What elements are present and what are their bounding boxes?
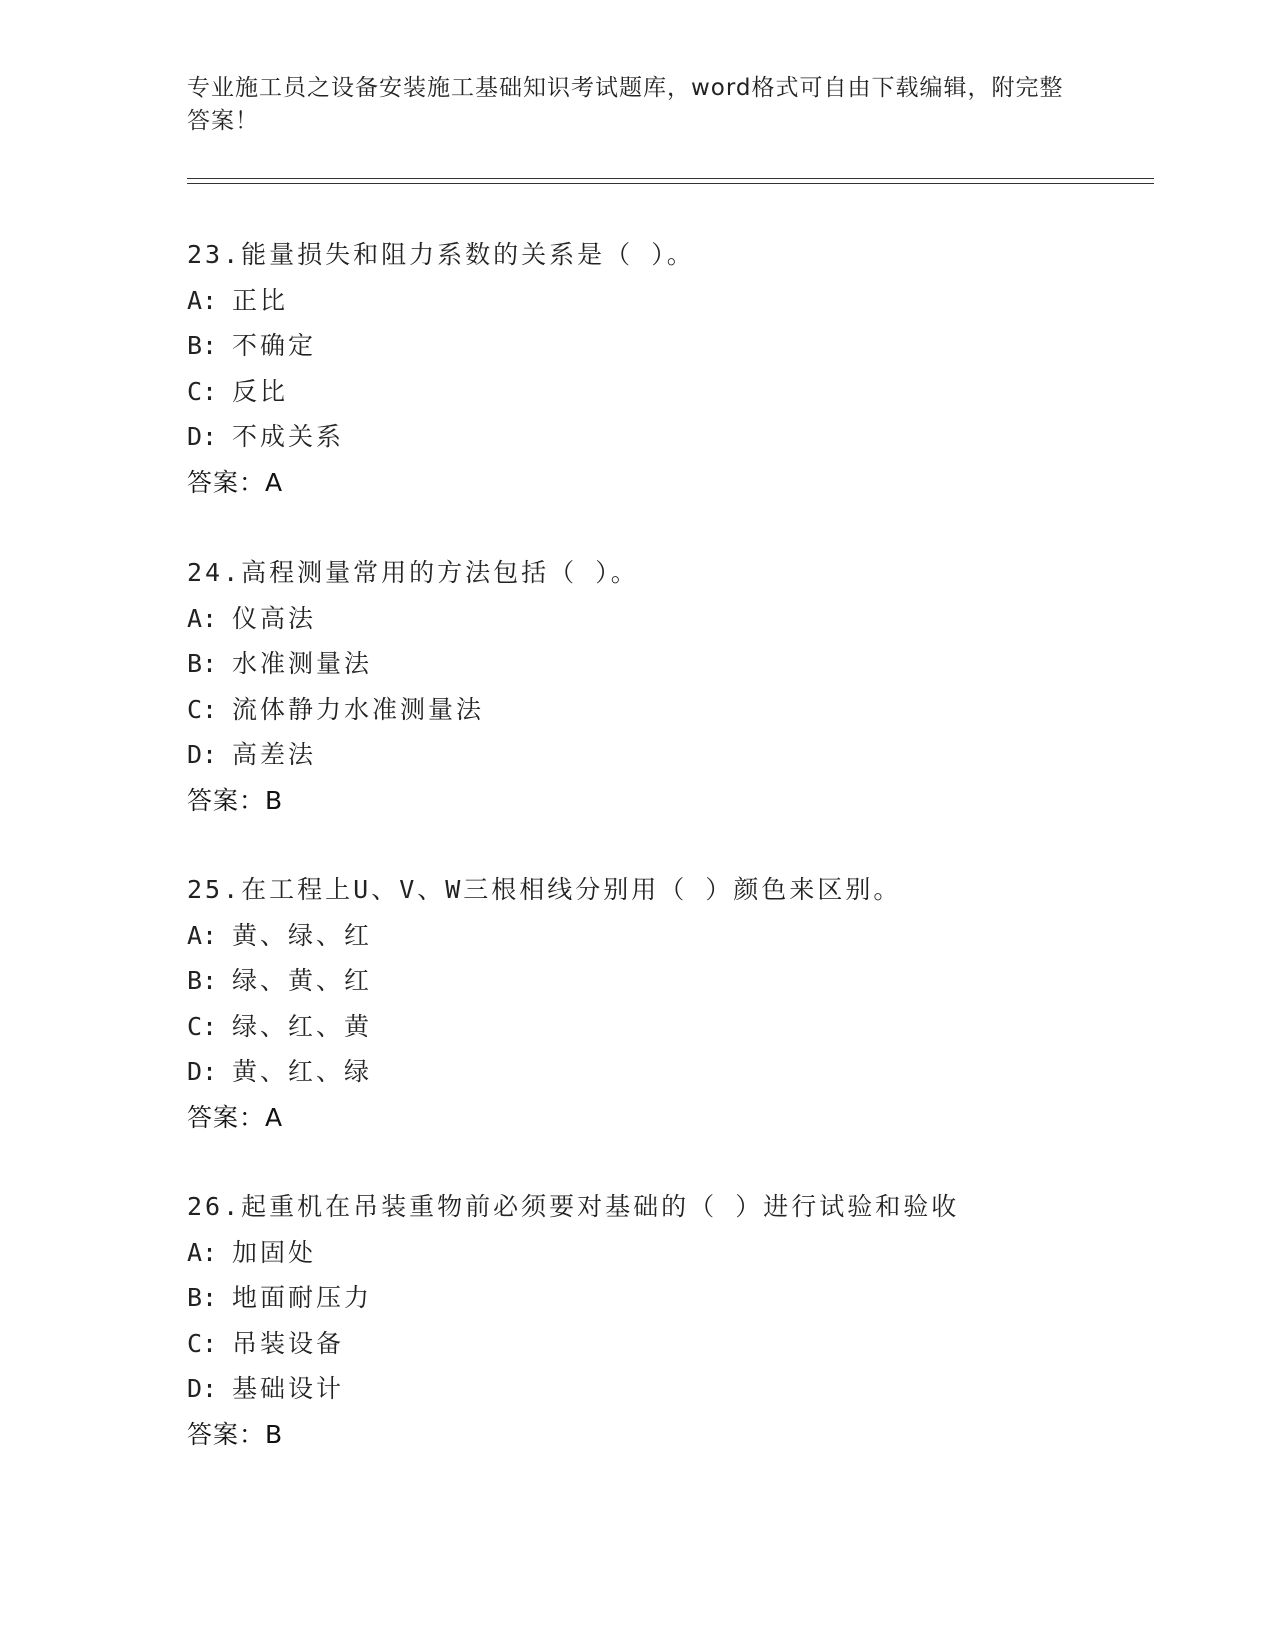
option-b bbox=[187, 641, 1147, 687]
question-24 bbox=[187, 550, 1147, 823]
answer-label: 答案： bbox=[187, 785, 266, 815]
option-text: 高差法 bbox=[232, 740, 317, 769]
option-text: 绿、黄、红 bbox=[232, 966, 373, 995]
option-c bbox=[187, 369, 1147, 415]
question-stem: 26.起重机在吊装重物前必须要对基础的（ ）进行试验和验收 bbox=[187, 1192, 960, 1221]
option-text: 绿、红、黄 bbox=[232, 1011, 373, 1041]
option-label: B: bbox=[187, 966, 218, 995]
option-label: C: bbox=[187, 376, 218, 406]
question-23 bbox=[187, 232, 1147, 505]
option-label: A: bbox=[187, 1237, 218, 1267]
option-label: C: bbox=[187, 1011, 218, 1041]
option-label: D: bbox=[187, 1374, 218, 1403]
option-text: 不成关系 bbox=[232, 422, 345, 451]
option-text: 反比 bbox=[232, 376, 289, 406]
answer-label: 答案： bbox=[187, 1102, 266, 1132]
option-d bbox=[187, 414, 1147, 460]
option-text: 地面耐压力 bbox=[232, 1283, 373, 1312]
option-label: A: bbox=[187, 603, 218, 633]
option-c bbox=[187, 687, 1147, 733]
answer-value: B bbox=[265, 785, 283, 815]
option-d bbox=[187, 732, 1147, 778]
option-label: B: bbox=[187, 1283, 218, 1312]
answer-line bbox=[187, 1412, 1147, 1458]
question-25 bbox=[187, 867, 1147, 1140]
option-text: 黄、绿、红 bbox=[232, 920, 373, 950]
option-d bbox=[187, 1049, 1147, 1095]
option-b bbox=[187, 323, 1147, 369]
option-label: C: bbox=[187, 694, 218, 724]
answer-line bbox=[187, 460, 1147, 506]
option-text: 水准测量法 bbox=[232, 649, 373, 678]
option-text: 仪高法 bbox=[232, 603, 317, 633]
option-text: 黄、红、绿 bbox=[232, 1057, 373, 1086]
option-label: B: bbox=[187, 331, 218, 360]
answer-value: B bbox=[265, 1419, 283, 1449]
header-divider-bottom bbox=[187, 183, 1154, 184]
option-c bbox=[187, 1321, 1147, 1367]
option-text: 正比 bbox=[232, 285, 289, 315]
option-b bbox=[187, 1275, 1147, 1321]
option-text: 基础设计 bbox=[232, 1374, 345, 1403]
option-a bbox=[187, 278, 1147, 324]
option-a bbox=[187, 913, 1147, 959]
option-c bbox=[187, 1004, 1147, 1050]
answer-value: A bbox=[265, 467, 283, 497]
option-d bbox=[187, 1366, 1147, 1412]
option-label: D: bbox=[187, 740, 218, 769]
option-b bbox=[187, 958, 1147, 1004]
answer-line bbox=[187, 1095, 1147, 1141]
option-label: D: bbox=[187, 1057, 218, 1086]
option-a bbox=[187, 1230, 1147, 1276]
option-label: C: bbox=[187, 1328, 218, 1358]
option-text: 流体静力水准测量法 bbox=[232, 694, 485, 724]
question-stem: 23.能量损失和阻力系数的关系是（ ）。 bbox=[187, 240, 695, 269]
option-label: A: bbox=[187, 285, 218, 315]
document-header: 专业施工员之设备安装施工基础知识考试题库，word格式可自由下载编辑，附完整答案！ bbox=[187, 75, 1064, 134]
option-text: 不确定 bbox=[232, 331, 317, 360]
option-a bbox=[187, 596, 1147, 642]
answer-value: A bbox=[265, 1102, 283, 1132]
option-text: 吊装设备 bbox=[232, 1328, 345, 1358]
option-label: D: bbox=[187, 422, 218, 451]
option-text: 加固处 bbox=[232, 1237, 317, 1267]
option-label: A: bbox=[187, 920, 218, 950]
answer-label: 答案： bbox=[187, 467, 266, 497]
question-stem: 25.在工程上U、V、W三根相线分别用（ ）颜色来区别。 bbox=[187, 875, 902, 904]
answer-line bbox=[187, 778, 1147, 824]
question-26 bbox=[187, 1184, 1147, 1457]
answer-label: 答案： bbox=[187, 1419, 266, 1449]
option-label: B: bbox=[187, 649, 218, 678]
header-divider-top bbox=[187, 178, 1154, 179]
question-stem: 24.高程测量常用的方法包括（ ）。 bbox=[187, 558, 639, 587]
